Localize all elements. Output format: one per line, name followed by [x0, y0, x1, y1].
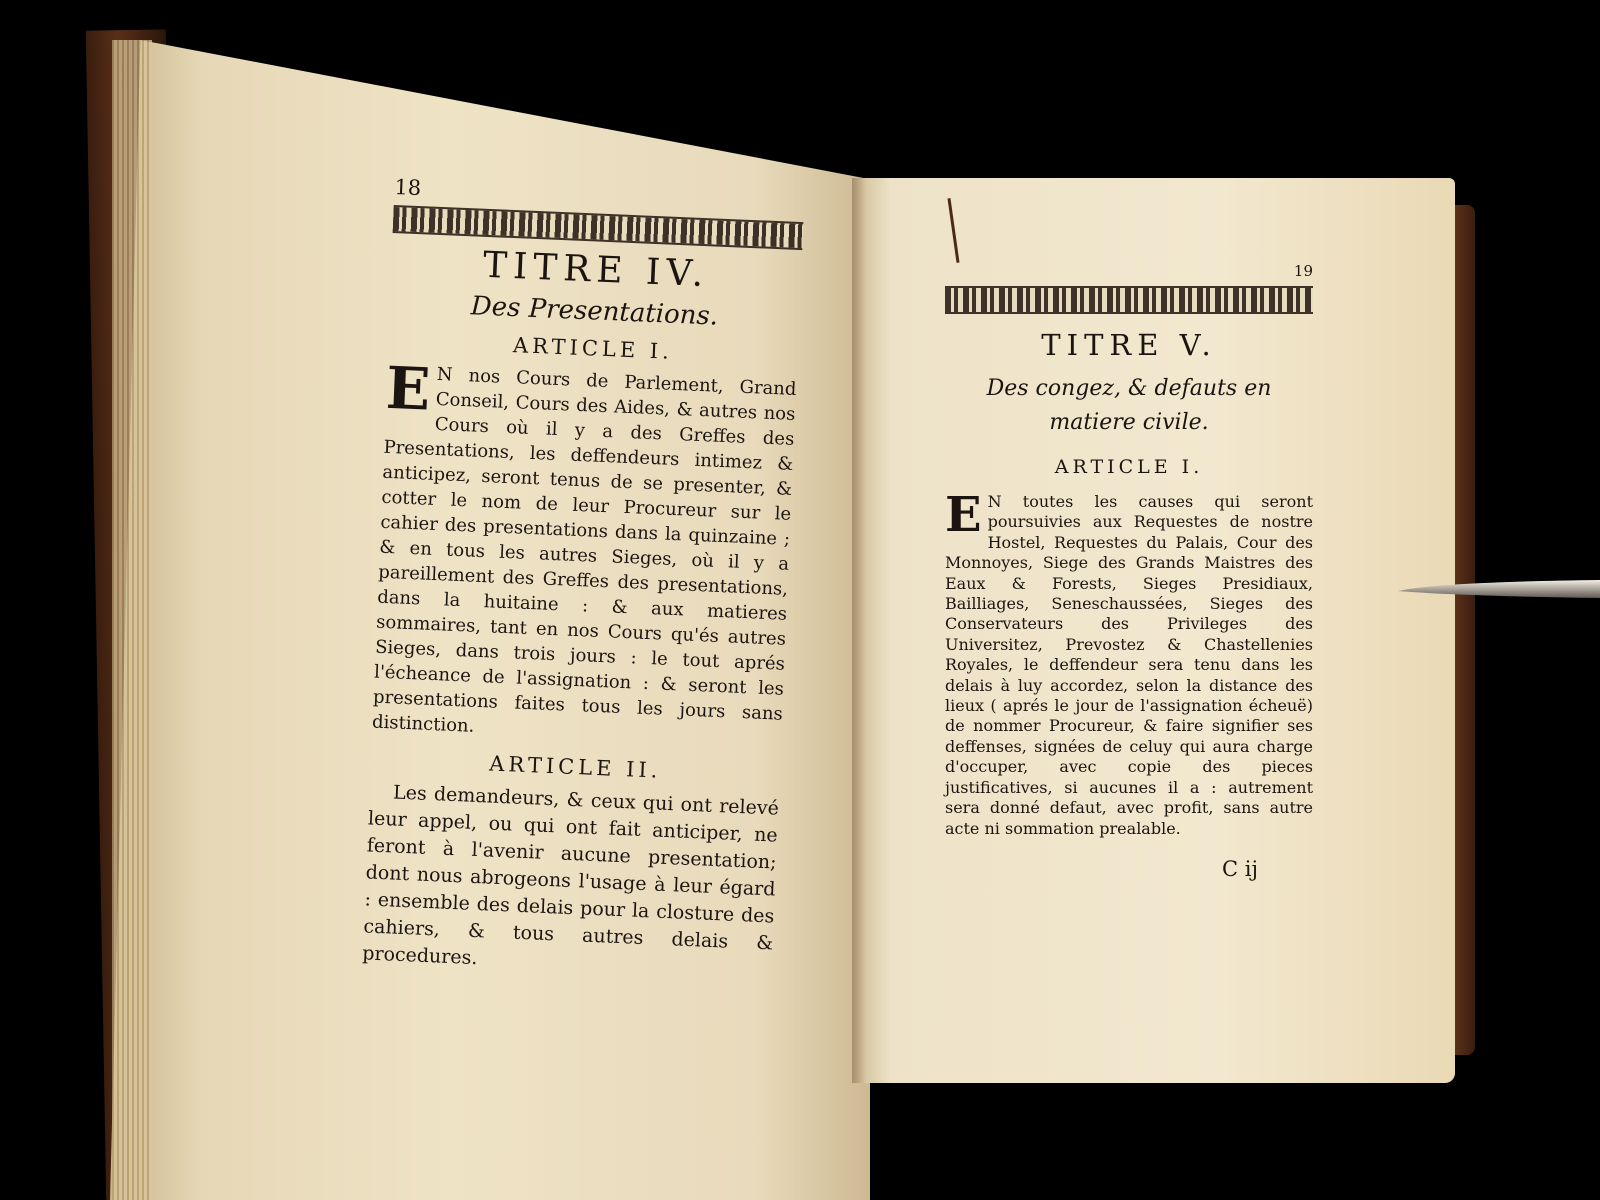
dropcap-left: E — [384, 353, 432, 424]
title-left: TITRE IV. — [482, 244, 711, 296]
letter-opener-blade — [1398, 580, 1600, 598]
article-text-right-1 — [945, 487, 1313, 839]
article-heading-left-2: ARTICLE II. — [488, 751, 662, 783]
article-text-left-1 — [371, 353, 797, 752]
signature-mark: C ij — [1222, 856, 1258, 881]
article-body-right-1: N toutes les causes qui seront poursuivies aux Requestes de nostre Hostel, Requestes du Palais, Cour des Monnoyes, Siege des Grands Maistres des Eaux & Forests, Sieges Presidiaux, Bailliages, Seneschaussées, Sieges des Conservateurs des Privileges des Universitez, Prevostez & Chastellenies Royales, le deffendeur sera tenu dans les delais à luy accordez, selon la distance des lieux ( aprés le jour de l'assignation écheuë) de nommer Procureur, & faire signifier ses deffenses, signées de celuy qui aura charge d'occuper, avec copie des pieces justificatives, si aucunes il a : autrement sera donné defaut, avec profit, sans autre acte ni sommation prealable. — [945, 492, 1313, 838]
subtitle-right: Des congez, & defauts en matiere civile. — [986, 376, 1272, 435]
left-page-stack-edge — [112, 40, 152, 1200]
article-text-left-2: Les demandeurs, & ceux qui ont relevé leur appel, ou qui ont fait anticiper, ne feront à l'avenir aucune presentation; dont nous abrogeons l'usage à leur égard : ensemble des delais pour la closture des cahiers, & tous autres delais & procedures. — [361, 781, 780, 970]
dropcap-right: E — [945, 487, 982, 543]
title-right: TITRE V. — [1041, 328, 1217, 362]
article-body-left-1: N nos Cours de Parlement, Grand Conseil, Cours des Aides, & autres nos Cours où il y a des Greffes des Presentations, les deffendeurs intimez & anticipez, seront tenus de se presenter, & cotter le nom de leur Procureur sur le cahier des presentations dans la quinzaine ; & en tous les autres Sieges, où il y a pareillement des Greffes des presentations, dans la huitaine : & aux matieres sommaires, tant en nos Cours qu'és autres Sieges, dans trois jours : le tout aprés l'écheance de l'assignation : & seront les presentations faites tous les jours sans distinction. — [371, 363, 797, 737]
article-heading-left-1: ARTICLE I. — [512, 333, 674, 364]
ornament-band-right — [945, 286, 1313, 314]
subtitle-left: Des Presentations. — [470, 291, 719, 332]
article-heading-right-1: ARTICLE I. — [1054, 456, 1204, 478]
book-gutter — [852, 178, 866, 1083]
left-page-text — [362, 175, 805, 984]
right-page-text — [945, 262, 1313, 881]
page-number-right: 19 — [1293, 262, 1313, 280]
page-number-left: 18 — [393, 175, 422, 201]
